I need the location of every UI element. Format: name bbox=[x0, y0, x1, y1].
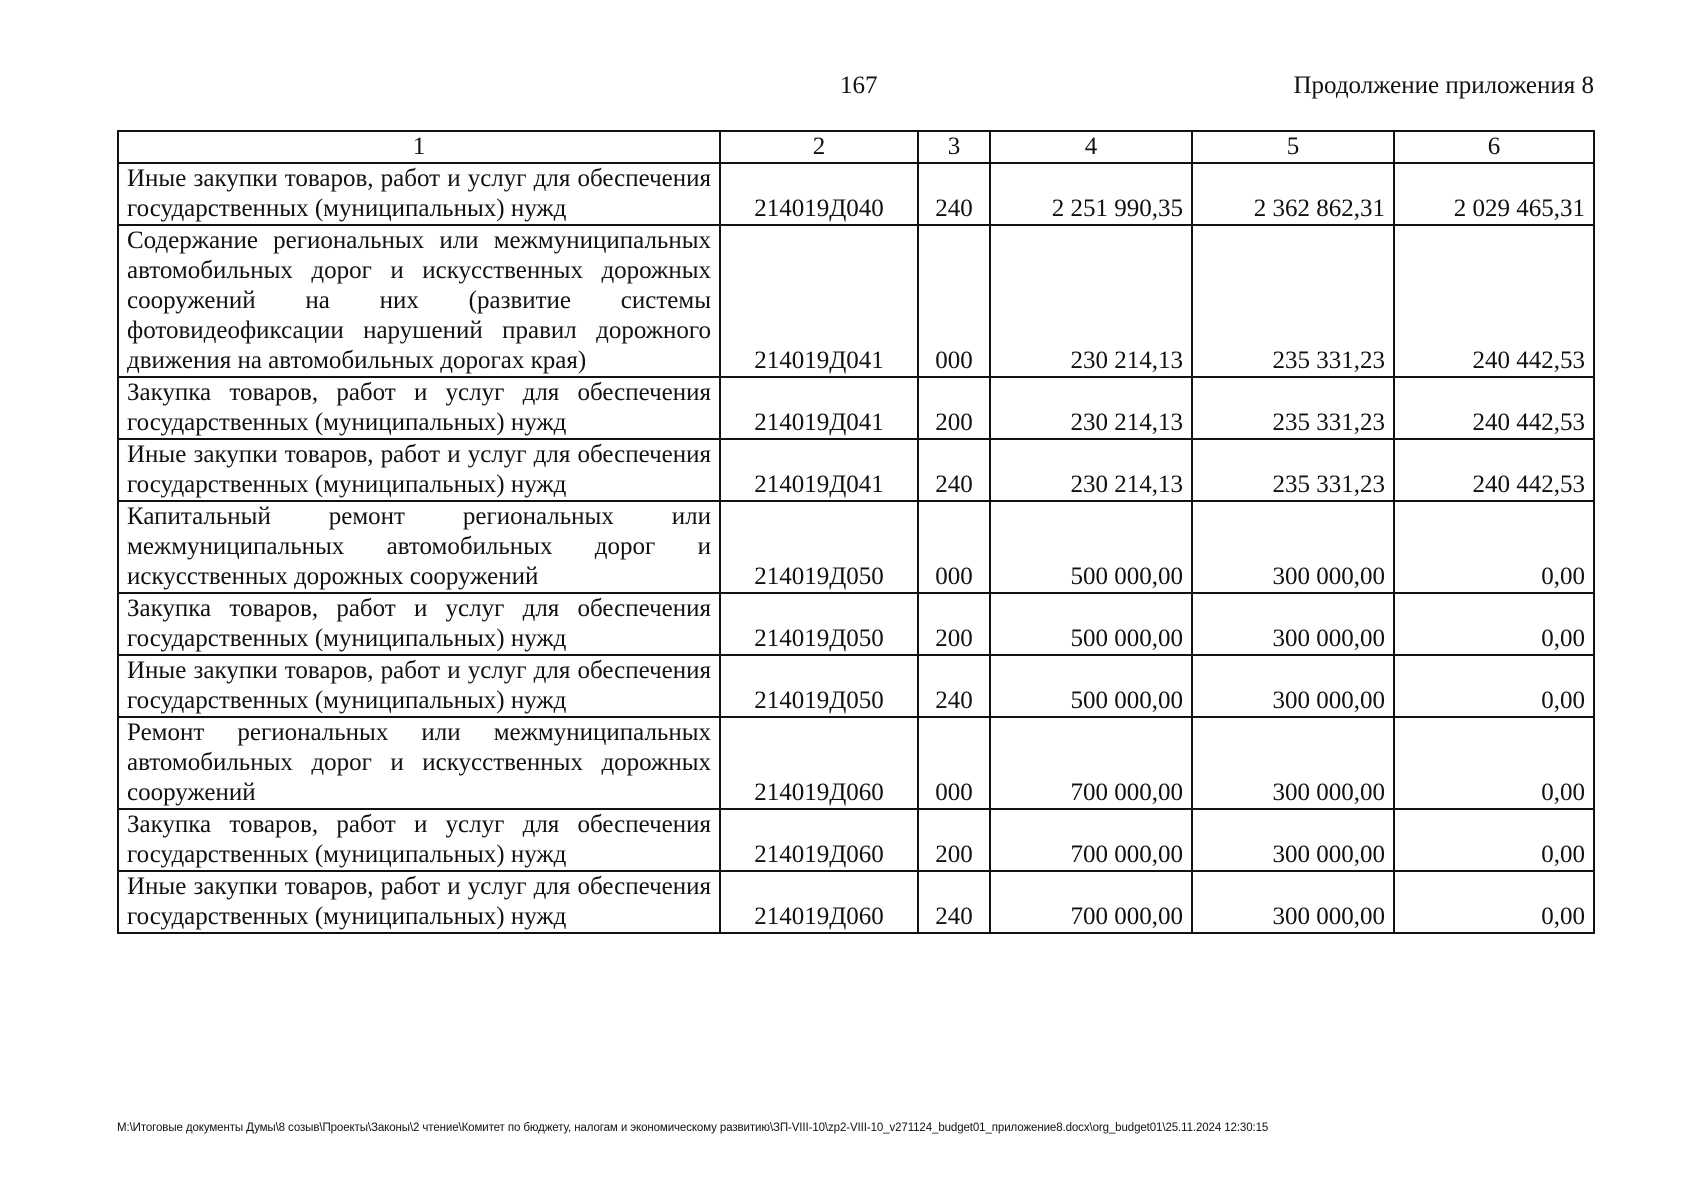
amount-cell-col4: 500 000,00 bbox=[990, 593, 1192, 655]
amount-cell-col4: 700 000,00 bbox=[990, 717, 1192, 809]
target-code-cell: 214019Д041 bbox=[720, 225, 918, 377]
column-header: 2 bbox=[720, 131, 918, 163]
target-code-cell: 214019Д041 bbox=[720, 439, 918, 501]
amount-cell-col6: 0,00 bbox=[1394, 809, 1594, 871]
column-number-row bbox=[118, 131, 1594, 163]
row-name-cell: Иные закупки товаров, работ и услуг для обеспечения государственных (муниципальных) нужд bbox=[118, 439, 720, 501]
target-code-cell: 214019Д041 bbox=[720, 377, 918, 439]
amount-cell-col6: 240 442,53 bbox=[1394, 377, 1594, 439]
expense-type-cell: 240 bbox=[918, 163, 990, 225]
amount-cell-col4: 500 000,00 bbox=[990, 501, 1192, 593]
column-header: 3 bbox=[918, 131, 990, 163]
amount-cell-col4: 230 214,13 bbox=[990, 439, 1192, 501]
amount-cell-col5: 300 000,00 bbox=[1192, 717, 1394, 809]
table-row bbox=[118, 871, 1594, 933]
amount-cell-col6: 240 442,53 bbox=[1394, 225, 1594, 377]
target-code-cell: 214019Д050 bbox=[720, 501, 918, 593]
appendix-heading: Продолжение приложения 8 bbox=[1293, 72, 1594, 99]
amount-cell-col5: 2 362 862,31 bbox=[1192, 163, 1394, 225]
expense-type-cell: 240 bbox=[918, 655, 990, 717]
expense-type-cell: 000 bbox=[918, 717, 990, 809]
expense-type-cell: 240 bbox=[918, 439, 990, 501]
amount-cell-col6: 0,00 bbox=[1394, 655, 1594, 717]
target-code-cell: 214019Д050 bbox=[720, 655, 918, 717]
row-name-cell: Ремонт региональных или межмуниципальных автомобильных дорог и искусственных дорожных сооружений bbox=[118, 717, 720, 809]
column-header: 6 bbox=[1394, 131, 1594, 163]
expense-type-cell: 000 bbox=[918, 225, 990, 377]
expense-type-cell: 240 bbox=[918, 871, 990, 933]
column-header: 4 bbox=[990, 131, 1192, 163]
expense-type-cell: 000 bbox=[918, 501, 990, 593]
amount-cell-col6: 0,00 bbox=[1394, 871, 1594, 933]
target-code-cell: 214019Д040 bbox=[720, 163, 918, 225]
page-number: 167 bbox=[840, 72, 878, 99]
row-name-cell: Закупка товаров, работ и услуг для обеспечения государственных (муниципальных) нужд bbox=[118, 809, 720, 871]
document-file-path: M:\Итоговые документы Думы\8 созыв\Проекты\Законы\2 чтение\Комитет по бюджету, налогам и экономическому развитию\ЗП-VIII-10\zp2-VIII-10_v271124_budget01_приложение8.docx\org_budget01\25.11.2024 12:30:15 bbox=[117, 1122, 1269, 1134]
amount-cell-col5: 235 331,23 bbox=[1192, 225, 1394, 377]
table-row bbox=[118, 717, 1594, 809]
amount-cell-col6: 0,00 bbox=[1394, 717, 1594, 809]
amount-cell-col4: 230 214,13 bbox=[990, 377, 1192, 439]
amount-cell-col4: 2 251 990,35 bbox=[990, 163, 1192, 225]
column-header: 1 bbox=[118, 131, 720, 163]
expense-type-cell: 200 bbox=[918, 809, 990, 871]
row-name-cell: Закупка товаров, работ и услуг для обеспечения государственных (муниципальных) нужд bbox=[118, 593, 720, 655]
target-code-cell: 214019Д060 bbox=[720, 809, 918, 871]
amount-cell-col4: 230 214,13 bbox=[990, 225, 1192, 377]
amount-cell-col4: 500 000,00 bbox=[990, 655, 1192, 717]
row-name-cell: Иные закупки товаров, работ и услуг для обеспечения государственных (муниципальных) нужд bbox=[118, 871, 720, 933]
expense-type-cell: 200 bbox=[918, 593, 990, 655]
target-code-cell: 214019Д060 bbox=[720, 871, 918, 933]
amount-cell-col5: 300 000,00 bbox=[1192, 809, 1394, 871]
amount-cell-col5: 300 000,00 bbox=[1192, 593, 1394, 655]
table-row bbox=[118, 809, 1594, 871]
target-code-cell: 214019Д050 bbox=[720, 593, 918, 655]
table-row bbox=[118, 655, 1594, 717]
amount-cell-col4: 700 000,00 bbox=[990, 871, 1192, 933]
table-row bbox=[118, 439, 1594, 501]
row-name-cell: Закупка товаров, работ и услуг для обеспечения государственных (муниципальных) нужд bbox=[118, 377, 720, 439]
expense-type-cell: 200 bbox=[918, 377, 990, 439]
table-row bbox=[118, 501, 1594, 593]
amount-cell-col6: 0,00 bbox=[1394, 501, 1594, 593]
row-name-cell: Содержание региональных или межмуниципальных автомобильных дорог и искусственных дорожных сооружений на них (развитие системы фотовидеофиксации нарушений правил дорожного движения на автомобильных дорогах края) bbox=[118, 225, 720, 377]
budget-table bbox=[117, 130, 1595, 934]
amount-cell-col5: 300 000,00 bbox=[1192, 501, 1394, 593]
column-header: 5 bbox=[1192, 131, 1394, 163]
amount-cell-col6: 240 442,53 bbox=[1394, 439, 1594, 501]
amount-cell-col6: 0,00 bbox=[1394, 593, 1594, 655]
amount-cell-col6: 2 029 465,31 bbox=[1394, 163, 1594, 225]
row-name-cell: Иные закупки товаров, работ и услуг для обеспечения государственных (муниципальных) нужд bbox=[118, 655, 720, 717]
table-row bbox=[118, 593, 1594, 655]
amount-cell-col5: 235 331,23 bbox=[1192, 377, 1394, 439]
amount-cell-col5: 300 000,00 bbox=[1192, 655, 1394, 717]
target-code-cell: 214019Д060 bbox=[720, 717, 918, 809]
amount-cell-col5: 235 331,23 bbox=[1192, 439, 1394, 501]
row-name-cell: Капитальный ремонт региональных или межмуниципальных автомобильных дорог и искусственных дорожных сооружений bbox=[118, 501, 720, 593]
amount-cell-col4: 700 000,00 bbox=[990, 809, 1192, 871]
table-row bbox=[118, 163, 1594, 225]
row-name-cell: Иные закупки товаров, работ и услуг для обеспечения государственных (муниципальных) нужд bbox=[118, 163, 720, 225]
table-row bbox=[118, 225, 1594, 377]
table-row bbox=[118, 377, 1594, 439]
amount-cell-col5: 300 000,00 bbox=[1192, 871, 1394, 933]
